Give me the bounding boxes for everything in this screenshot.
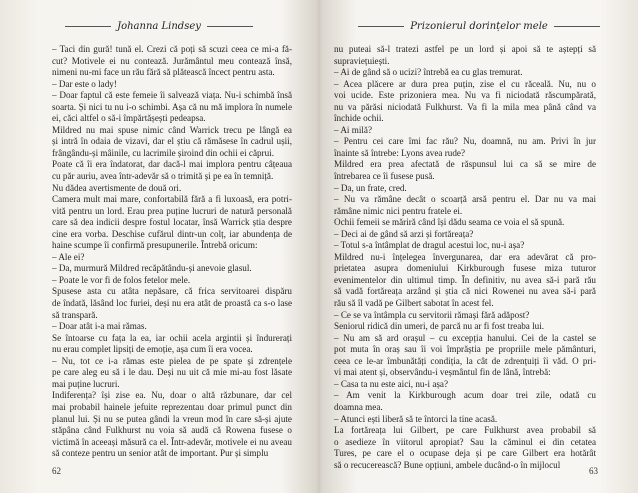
text-line: supraviețuiești.	[334, 55, 390, 66]
text-line: – Deci ai de gând să arzi și fortăreața?	[334, 228, 474, 239]
text-line: Seniorul ridică din umeri, de parcă nu ar fi fost treaba lui.	[334, 321, 545, 332]
text-line: – Casa ta nu este aici, nu-i așa?	[334, 378, 449, 389]
text-line: nu va părăsi niciodată Fulkhurst. Va fi la mila mea până când va	[334, 101, 596, 112]
text-line: pot muta în oraș sau îi voi împrăștia pe propriile mele pământuri,	[334, 344, 596, 355]
text-line: stăpâna când Fulkhurst nu voia să audă că Rowena fusese o	[52, 425, 292, 436]
text-line: cu păr auriu, avea într-adevăr să o trimită și pe ea în temniță.	[52, 171, 274, 182]
text-line: Poate că îi era îndatorat, dar dacă-l mai implora pentru câțeaua	[52, 159, 292, 170]
author-name: Johanna Lindsey	[117, 20, 201, 32]
page-number-left: 62	[52, 466, 61, 476]
text-line: rău să îl vadă pe Gilbert sabotat în acest fel.	[334, 298, 494, 309]
text-line: Se întoarse cu fața la ea, iar ochii acela argintii și îndurerați	[52, 332, 292, 343]
text-line: întrebarea ce îi fusese pusă.	[334, 171, 435, 182]
text-line: nu erau complet lipsiți de emoție, așa cum îi era vocea.	[52, 344, 253, 355]
text-line: să transpară.	[52, 309, 98, 320]
text-line: – Dar este o lady!	[52, 78, 117, 89]
text-line: să vadă fortăreața arzând și știa că nici Rowenei nu avea să-i pară	[334, 286, 596, 297]
text-line: înainte să întrebe: Lyons avea rude?	[334, 147, 465, 158]
text-line: pe care aleg eu să i le dau. Deși nu uit că mie mi-au fost lăsate	[52, 367, 292, 378]
text-line: Nu dădea avertismente de două ori.	[52, 182, 182, 193]
text-line: soarta. Și nici tu nu i-o schimbi. Așa că nu mă implora în numele	[52, 101, 292, 112]
book-title: Prizonierul dorințelor mele	[410, 20, 548, 32]
text-line: – Nu va rămâne decât o scoarță arsă pentru el. Dar nu va mai	[334, 194, 596, 205]
text-line: – Atunci ești liberă să te întorci la tine acasă.	[334, 413, 498, 424]
header-rule	[358, 26, 404, 27]
text-line: Ochii femeii se măriră când își dădu seama ce voia el să spună.	[334, 217, 565, 228]
text-line: prietatea asupra domeniului Kirkburough fusese miza tuturor	[334, 263, 596, 274]
running-header-left	[0, 19, 318, 33]
text-line: – Acea plăcere ar dura prea puțin, zise el cu răceală. Nu, nu o	[334, 78, 596, 89]
running-header-right	[320, 19, 638, 33]
text-line: să conteze pentru un senior atât de important. Pur și simplu	[52, 448, 269, 459]
text-line: Mildred nu mai spuse nimic când Warrick trecu pe lângă ea	[52, 124, 292, 135]
text-line: ceea ce le-ar îmbunătăți condiția, la cât de zdrențuiți îi văd. O pri-	[334, 355, 596, 366]
text-line: – Am venit la Kirkburough acum doar trei zile, odată cu	[334, 390, 596, 401]
text-line: Spusese asta cu atâta nepăsare, că frica servitoarei dispăru	[52, 286, 292, 297]
text-line: La fortăreața lui Gilbert, pe care Fulkhurst avea probabil să	[334, 425, 596, 436]
text-line: – Poate le vor fi de folos fetelor mele.	[52, 274, 191, 285]
body-text-right	[334, 44, 596, 471]
text-line: Camera mult mai mare, confortabilă fără a fi luxoasă, era potri-	[52, 194, 292, 205]
text-line: – Doar atât i-a mai rămas.	[52, 321, 147, 332]
header-rule	[65, 26, 111, 27]
text-line: de îndată, lăsând loc furiei, deși nu era atât de proastă ca s-o lase	[52, 298, 292, 309]
body-text-left	[52, 44, 292, 460]
text-line: Indiferența? își zise ea. Nu, doar o altă răzbunare, dar cel	[52, 390, 292, 401]
text-line: cut? Motivele ei nu contează. Jurământul meu contează însă,	[52, 55, 292, 66]
text-line: și intră în odaia de vizavi, dar el știu că rămăsese în cadrul ușii,	[52, 136, 292, 147]
text-line: o asedieze în viitorul apropiat? Sau la căminul ei din cetatea	[334, 436, 596, 447]
text-line: vită pentru un lord. Erau prea puține lucruri de natură personală	[52, 205, 292, 216]
text-line: – Ai de gând să o ucizi? întrebă ea cu glas tremurat.	[334, 67, 523, 78]
text-line: mai probabil hainele jefuite reprezentau doar primul punct din	[52, 401, 292, 412]
header-rule	[207, 26, 253, 27]
text-line: – Nu am să ard orașul – cu excepția hanului. Cei de la castel se	[334, 332, 596, 343]
page-number-right: 63	[589, 466, 598, 476]
text-line: – Totul s-a întâmplat de dragul acestui loc, nu-i așa?	[334, 240, 525, 251]
text-line: haine scumpe îi confirmă presupunerile. Întrebă oricum:	[52, 240, 258, 251]
text-line: ei, căci altfel o să-i împărtășești pedeapsa.	[52, 113, 206, 124]
text-line: – Ce se va întâmpla cu servitorii rămași fără adăpost?	[334, 309, 530, 320]
text-line: doamna mea.	[334, 401, 383, 412]
text-line: – Da, un frate, cred.	[334, 182, 407, 193]
text-line: Tures, pe care el o ocupase deja și pe care Gilbert era hotărât	[334, 448, 596, 459]
left-page	[0, 0, 318, 493]
text-line: nu puteai să-l tratezi astfel pe un lord și apoi să te aștepți să	[334, 44, 596, 54]
text-line: – Nu, tot ce i-a rămas este pielea de pe spate și zdrențele	[52, 355, 292, 366]
text-line: planul lui. Și nu se putea gândi la vreun mod în care să-și ajute	[52, 413, 292, 424]
text-line: – Doar faptul că este femeie îi salvează viața. Nu-i schimbă însă	[52, 90, 292, 101]
text-line: – Taci din gură! tună el. Crezi că poți să scuzi ceea ce mi-a fă-	[52, 44, 292, 54]
text-line: victimă în aceeași măsură ca el. Într-adevăr, motivele ei nu aveau	[52, 436, 292, 447]
header-rule	[554, 26, 600, 27]
text-line: voi ucide. Este prizoniera mea. Nu va fi niciodată răscumpărată,	[334, 90, 596, 101]
text-line: – Ale ei?	[52, 251, 85, 262]
text-line: – Ai milă?	[334, 124, 373, 135]
text-line: rămâne nimic nici pentru fratele ei.	[334, 205, 463, 216]
text-line: cine era vorba. Deschise cufărul dintr-un colț, iar abundența de	[52, 228, 292, 239]
text-line: – Da, murmură Mildred recăpătându-și anevoie glasul.	[52, 263, 252, 274]
text-line: Mildred era prea afectată de răspunsul lui ca să se mire de	[334, 159, 596, 170]
text-line: frângându-și mâinile, cu lacrimile șiroind din ochii ei căprui.	[52, 147, 274, 158]
text-line: închide ochii.	[334, 113, 384, 124]
text-line: mai puține lucruri.	[52, 378, 120, 389]
text-line: vi mai atent și, observându-i veșmântul fin de lână, întrebă:	[334, 367, 551, 378]
text-line: care să dea indicii despre fostul locatar, însă Warrick știa despre	[52, 217, 292, 228]
text-line: să o recucerească? Bune opțiuni, ambele ducând-o în mijlocul	[334, 459, 561, 470]
text-line: Mildred nu-i înțelegea învergunarea, dar era adevărat că pro-	[334, 251, 596, 262]
text-line: – Pentru cei care îmi fac rău? Nu, doamnă, nu am. Privi în jur	[334, 136, 596, 147]
right-page	[320, 0, 638, 493]
text-line: evenimentelor din ultimul timp. În definitiv, nu avea să-i pară rău	[334, 274, 596, 285]
text-line: nimeni nu-mi face un rău fără să plătească încect pentru asta.	[52, 67, 275, 78]
